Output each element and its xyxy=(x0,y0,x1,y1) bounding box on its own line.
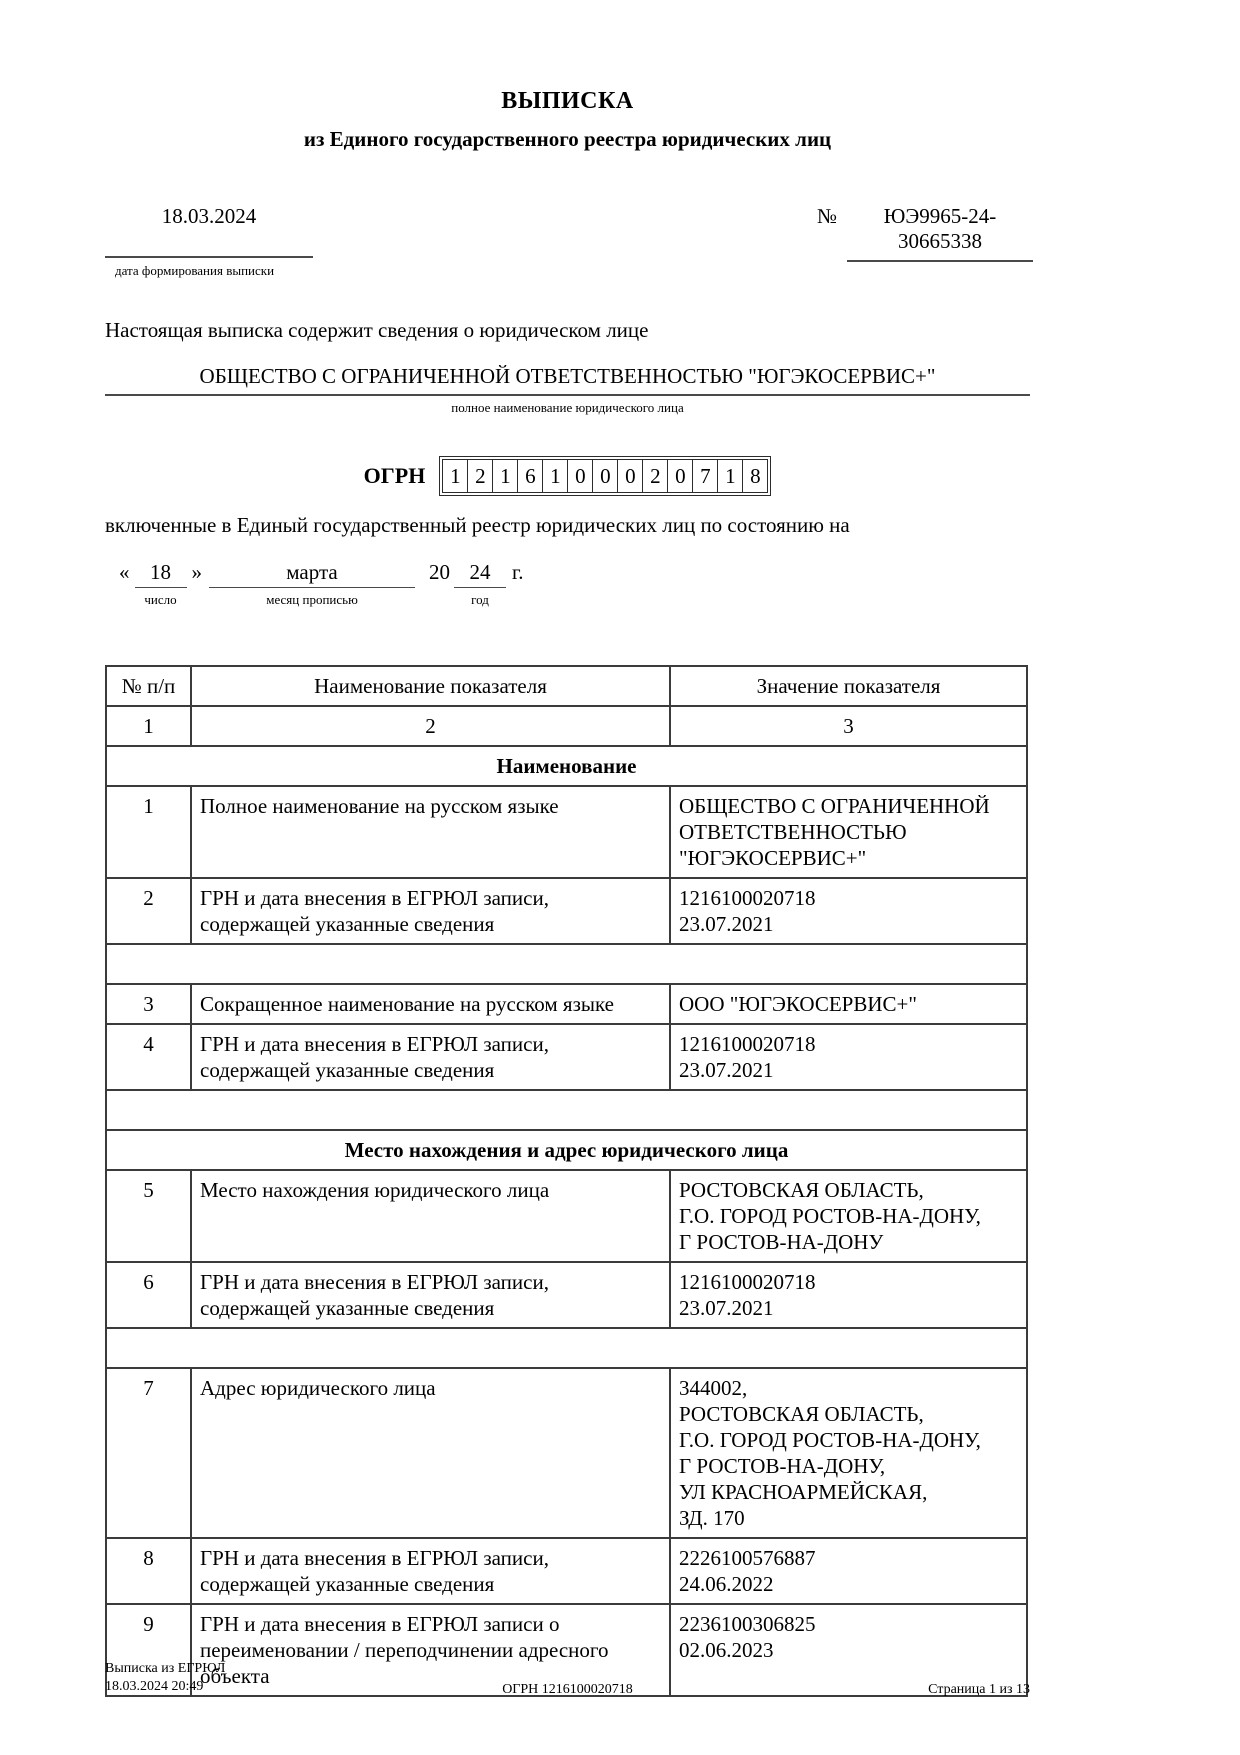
indicator-value-line: 2226100576887 xyxy=(679,1546,816,1570)
row-number-cell: 2 xyxy=(106,878,191,944)
document-number-block xyxy=(847,204,1033,262)
indicators-table xyxy=(105,665,1028,1697)
state-date-month-group xyxy=(209,559,415,608)
formation-date-underline xyxy=(105,256,313,258)
formation-date: 18.03.2024 xyxy=(161,204,257,228)
indicator-value-cell xyxy=(670,1368,1027,1538)
indicator-value-line: Г.О. ГОРОД РОСТОВ-НА-ДОНУ, xyxy=(679,1428,981,1452)
row-number-cell: 5 xyxy=(106,1170,191,1262)
indicator-name-cell: Полное наименование на русском языке xyxy=(191,786,670,878)
formation-date-block xyxy=(105,204,313,279)
indicator-name-cell: ГРН и дата внесения в ЕГРЮЛ записи о переименовании / переподчинении адресного объекта xyxy=(191,1604,670,1696)
state-date-day-group xyxy=(135,559,187,608)
month-label: месяц прописью xyxy=(266,592,358,607)
indicator-value-line: ЗД. 170 xyxy=(679,1506,745,1530)
row-number-cell: 1 xyxy=(106,786,191,878)
document-meta-row xyxy=(105,204,1030,288)
ogrn-digit: 1 xyxy=(717,459,743,493)
indicator-value-line: 2236100306825 xyxy=(679,1612,816,1636)
ogrn-digit: 8 xyxy=(742,459,768,493)
row-number-cell: 6 xyxy=(106,1262,191,1328)
document-number-underline xyxy=(847,260,1033,262)
spacer-row xyxy=(106,1328,1027,1368)
indicator-value-cell xyxy=(670,1024,1027,1090)
spacer-cell xyxy=(106,944,1027,984)
close-quote: » xyxy=(191,560,202,584)
number-sign: № xyxy=(817,204,838,228)
spacer-row xyxy=(106,944,1027,984)
indicator-value-line: ОБЩЕСТВО С ОГРАНИЧЕННОЙ xyxy=(679,794,990,818)
state-date-year-group xyxy=(454,559,506,608)
open-quote: « xyxy=(119,560,130,584)
indicator-value-cell xyxy=(670,878,1027,944)
section-header-row xyxy=(106,1130,1027,1170)
table-row xyxy=(106,1368,1027,1538)
spacer-row xyxy=(106,1090,1027,1130)
indicator-value-cell xyxy=(670,984,1027,1024)
indicator-value-line: Г РОСТОВ-НА-ДОНУ, xyxy=(679,1454,886,1478)
page-footer xyxy=(105,1660,1030,1700)
table-row xyxy=(106,1024,1027,1090)
indicator-value-line: ООО "ЮГЭКОСЕРВИС+" xyxy=(679,992,917,1016)
indicator-name-cell: Адрес юридического лица xyxy=(191,1368,670,1538)
footer-doc-type: Выписка из ЕГРЮЛ xyxy=(105,1661,226,1676)
indicator-value-line: 24.06.2022 xyxy=(679,1572,774,1596)
row-number-cell: 9 xyxy=(106,1604,191,1696)
table-row xyxy=(106,1262,1027,1328)
indicator-value-line: 1216100020718 xyxy=(679,1270,816,1294)
intro-text: Настоящая выписка содержит сведения о юридическом лице xyxy=(105,318,649,342)
ogrn-digit: 1 xyxy=(492,459,518,493)
indicator-value-line: "ЮГЭКОСЕРВИС+" xyxy=(679,846,867,870)
indicator-value-cell xyxy=(670,1538,1027,1604)
table-row xyxy=(106,984,1027,1024)
column-header-num: № п/п xyxy=(106,666,191,706)
indicator-value-line: 1216100020718 xyxy=(679,886,816,910)
footer-page-number: Страница 1 из 13 xyxy=(928,1682,1030,1697)
column-header-value: Значение показателя xyxy=(670,666,1027,706)
column-number-3: 3 xyxy=(670,706,1027,746)
row-number-cell: 3 xyxy=(106,984,191,1024)
indicator-value-line: 23.07.2021 xyxy=(679,1296,774,1320)
indicator-value-line: УЛ КРАСНОАРМЕЙСКАЯ, xyxy=(679,1480,928,1504)
indicator-value-line: 344002, xyxy=(679,1376,748,1400)
indicator-name-cell: Место нахождения юридического лица xyxy=(191,1170,670,1262)
table-row xyxy=(106,786,1027,878)
ogrn-digit: 0 xyxy=(667,459,693,493)
row-number-cell: 7 xyxy=(106,1368,191,1538)
spacer-cell xyxy=(106,1328,1027,1368)
document-number-line2: 30665338 xyxy=(898,229,982,253)
state-date-day: 18 xyxy=(135,559,187,588)
table-row xyxy=(106,1538,1027,1604)
page-title: ВЫПИСКА xyxy=(501,88,634,114)
indicator-name-cell: ГРН и дата внесения в ЕГРЮЛ записи, содержащей указанные сведения xyxy=(191,1024,670,1090)
document-page xyxy=(105,0,1030,1697)
section-header: Место нахождения и адрес юридического лица xyxy=(106,1130,1027,1170)
table-header-row xyxy=(106,666,1027,706)
indicator-value-line: РОСТОВСКАЯ ОБЛАСТЬ, xyxy=(679,1402,924,1426)
indicator-value-line: 23.07.2021 xyxy=(679,1058,774,1082)
ogrn-digit: 0 xyxy=(592,459,618,493)
column-number-2: 2 xyxy=(191,706,670,746)
spacer-cell xyxy=(106,1090,1027,1130)
ogrn-digit-boxes xyxy=(439,456,771,496)
indicator-value-line: ОТВЕТСТВЕННОСТЬЮ xyxy=(679,820,907,844)
indicator-value-line: 1216100020718 xyxy=(679,1032,816,1056)
indicator-value-line: Г РОСТОВ-НА-ДОНУ xyxy=(679,1230,884,1254)
year-label: год xyxy=(471,592,489,607)
state-date-year-suffix: г. xyxy=(512,560,524,584)
footer-datetime: 18.03.2024 20:49 xyxy=(105,1679,204,1694)
indicator-name-cell: ГРН и дата внесения в ЕГРЮЛ записи, содержащей указанные сведения xyxy=(191,1538,670,1604)
ogrn-digit: 2 xyxy=(467,459,493,493)
indicator-value-cell xyxy=(670,786,1027,878)
state-date-century: 20 xyxy=(429,560,450,584)
indicator-value-line: 23.07.2021 xyxy=(679,912,774,936)
document-number-line1: ЮЭ9965-24- xyxy=(883,204,997,228)
ogrn-digit: 6 xyxy=(517,459,543,493)
state-date-line xyxy=(105,559,1030,608)
indicator-name-cell: Сокращенное наименование на русском языке xyxy=(191,984,670,1024)
table-row xyxy=(106,878,1027,944)
section-header-row xyxy=(106,746,1027,786)
ogrn-digit: 1 xyxy=(542,459,568,493)
company-full-name-label: полное наименование юридического лица xyxy=(451,400,684,415)
indicator-value-line: 02.06.2023 xyxy=(679,1638,774,1662)
ogrn-digit: 0 xyxy=(617,459,643,493)
ogrn-label: ОГРН xyxy=(363,463,426,488)
section-header: Наименование xyxy=(106,746,1027,786)
company-full-name-block xyxy=(105,364,1030,416)
company-full-name: ОБЩЕСТВО С ОГРАНИЧЕННОЙ ОТВЕТСТВЕННОСТЬЮ "ЮГЭКОСЕРВИС+" xyxy=(105,364,1030,396)
column-number-1: 1 xyxy=(106,706,191,746)
page-subtitle: из Единого государственного реестра юридических лиц xyxy=(303,127,832,151)
ogrn-digit: 2 xyxy=(642,459,668,493)
column-header-name: Наименование показателя xyxy=(191,666,670,706)
row-number-cell: 8 xyxy=(106,1538,191,1604)
ogrn-row xyxy=(105,456,1030,496)
table-row xyxy=(106,1170,1027,1262)
row-number-cell: 4 xyxy=(106,1024,191,1090)
column-numbers-row xyxy=(106,706,1027,746)
indicator-name-cell: ГРН и дата внесения в ЕГРЮЛ записи, содержащей указанные сведения xyxy=(191,878,670,944)
indicator-value-cell xyxy=(670,1170,1027,1262)
ogrn-digit: 1 xyxy=(442,459,468,493)
indicator-name-cell: ГРН и дата внесения в ЕГРЮЛ записи, содержащей указанные сведения xyxy=(191,1262,670,1328)
formation-date-label: дата формирования выписки xyxy=(115,263,275,278)
indicator-value-line: РОСТОВСКАЯ ОБЛАСТЬ, xyxy=(679,1178,924,1202)
state-date-month: марта xyxy=(209,559,415,588)
ogrn-digit: 0 xyxy=(567,459,593,493)
day-label: число xyxy=(144,592,177,607)
state-date-year: 24 xyxy=(454,559,506,588)
footer-ogrn: ОГРН 1216100020718 xyxy=(502,1682,633,1697)
footer-doc-info xyxy=(105,1660,225,1696)
included-text: включенные в Единый государственный реестр юридических лиц по состоянию на xyxy=(105,513,850,537)
indicator-value-cell xyxy=(670,1262,1027,1328)
ogrn-digit: 7 xyxy=(692,459,718,493)
indicator-value-line: Г.О. ГОРОД РОСТОВ-НА-ДОНУ, xyxy=(679,1204,981,1228)
